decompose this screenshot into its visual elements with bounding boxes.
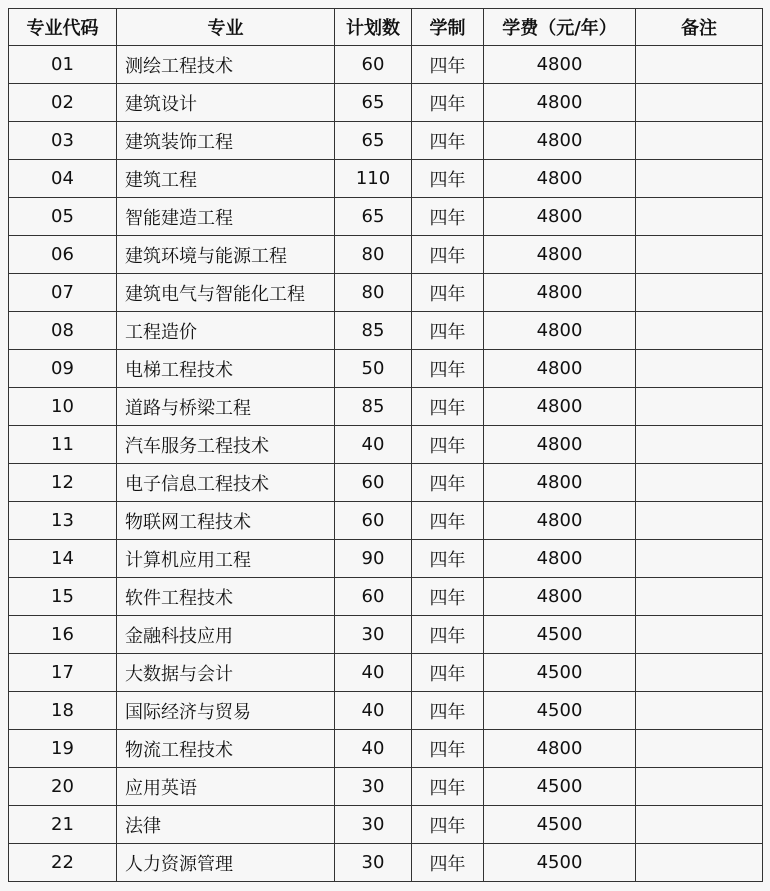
cell-note [636, 312, 763, 350]
cell-fee: 4500 [484, 692, 636, 730]
cell-plan: 30 [335, 806, 412, 844]
cell-major: 国际经济与贸易 [117, 692, 335, 730]
header-fee: 学费（元/年） [484, 9, 636, 46]
cell-note [636, 388, 763, 426]
cell-major: 应用英语 [117, 768, 335, 806]
header-code: 专业代码 [9, 9, 117, 46]
table-body [9, 46, 763, 882]
table-header-row [9, 9, 763, 46]
cell-code: 01 [9, 46, 117, 84]
cell-plan: 30 [335, 768, 412, 806]
cell-code: 13 [9, 502, 117, 540]
cell-years: 四年 [412, 388, 484, 426]
enrollment-plan-table-container [8, 8, 763, 882]
cell-major: 建筑电气与智能化工程 [117, 274, 335, 312]
cell-plan: 50 [335, 350, 412, 388]
table-row [9, 350, 763, 388]
cell-fee: 4800 [484, 464, 636, 502]
cell-code: 21 [9, 806, 117, 844]
cell-note [636, 806, 763, 844]
cell-note [636, 160, 763, 198]
cell-major: 建筑装饰工程 [117, 122, 335, 160]
cell-plan: 85 [335, 388, 412, 426]
cell-years: 四年 [412, 274, 484, 312]
cell-plan: 65 [335, 122, 412, 160]
cell-major: 汽车服务工程技术 [117, 426, 335, 464]
cell-years: 四年 [412, 426, 484, 464]
table-row [9, 122, 763, 160]
cell-fee: 4500 [484, 844, 636, 882]
cell-fee: 4800 [484, 84, 636, 122]
cell-years: 四年 [412, 160, 484, 198]
cell-fee: 4800 [484, 540, 636, 578]
table-row [9, 236, 763, 274]
cell-plan: 80 [335, 236, 412, 274]
cell-years: 四年 [412, 350, 484, 388]
cell-fee: 4500 [484, 616, 636, 654]
cell-note [636, 654, 763, 692]
cell-fee: 4800 [484, 350, 636, 388]
table-row [9, 692, 763, 730]
cell-years: 四年 [412, 692, 484, 730]
cell-plan: 85 [335, 312, 412, 350]
cell-code: 03 [9, 122, 117, 160]
cell-plan: 40 [335, 730, 412, 768]
cell-major: 建筑设计 [117, 84, 335, 122]
cell-years: 四年 [412, 502, 484, 540]
table-row [9, 426, 763, 464]
header-major: 专业 [117, 9, 335, 46]
cell-plan: 40 [335, 692, 412, 730]
cell-fee: 4500 [484, 654, 636, 692]
table-row [9, 806, 763, 844]
table-row [9, 616, 763, 654]
table-row [9, 198, 763, 236]
cell-fee: 4800 [484, 46, 636, 84]
cell-major: 金融科技应用 [117, 616, 335, 654]
cell-fee: 4800 [484, 578, 636, 616]
cell-fee: 4800 [484, 502, 636, 540]
cell-code: 05 [9, 198, 117, 236]
table-row [9, 502, 763, 540]
cell-years: 四年 [412, 578, 484, 616]
cell-plan: 90 [335, 540, 412, 578]
cell-major: 大数据与会计 [117, 654, 335, 692]
cell-plan: 110 [335, 160, 412, 198]
cell-code: 10 [9, 388, 117, 426]
cell-code: 11 [9, 426, 117, 464]
cell-major: 电子信息工程技术 [117, 464, 335, 502]
cell-code: 02 [9, 84, 117, 122]
cell-years: 四年 [412, 464, 484, 502]
cell-years: 四年 [412, 806, 484, 844]
cell-years: 四年 [412, 616, 484, 654]
header-years: 学制 [412, 9, 484, 46]
cell-fee: 4800 [484, 426, 636, 464]
table-row [9, 46, 763, 84]
cell-major: 软件工程技术 [117, 578, 335, 616]
cell-code: 20 [9, 768, 117, 806]
cell-fee: 4800 [484, 122, 636, 160]
cell-note [636, 692, 763, 730]
cell-major: 物联网工程技术 [117, 502, 335, 540]
cell-years: 四年 [412, 730, 484, 768]
cell-years: 四年 [412, 312, 484, 350]
table-row [9, 464, 763, 502]
cell-note [636, 540, 763, 578]
table-row [9, 768, 763, 806]
cell-plan: 60 [335, 578, 412, 616]
cell-fee: 4800 [484, 198, 636, 236]
header-plan: 计划数 [335, 9, 412, 46]
cell-code: 08 [9, 312, 117, 350]
cell-years: 四年 [412, 236, 484, 274]
cell-plan: 60 [335, 464, 412, 502]
cell-major: 建筑环境与能源工程 [117, 236, 335, 274]
cell-note [636, 730, 763, 768]
cell-code: 07 [9, 274, 117, 312]
cell-fee: 4800 [484, 274, 636, 312]
cell-code: 04 [9, 160, 117, 198]
cell-plan: 60 [335, 502, 412, 540]
cell-note [636, 350, 763, 388]
cell-major: 人力资源管理 [117, 844, 335, 882]
cell-note [636, 426, 763, 464]
cell-note [636, 768, 763, 806]
cell-plan: 40 [335, 426, 412, 464]
cell-code: 15 [9, 578, 117, 616]
cell-plan: 65 [335, 84, 412, 122]
cell-fee: 4800 [484, 730, 636, 768]
cell-fee: 4800 [484, 388, 636, 426]
cell-note [636, 502, 763, 540]
cell-plan: 80 [335, 274, 412, 312]
cell-major: 电梯工程技术 [117, 350, 335, 388]
table-row [9, 274, 763, 312]
cell-note [636, 464, 763, 502]
table-row [9, 312, 763, 350]
cell-years: 四年 [412, 844, 484, 882]
cell-code: 09 [9, 350, 117, 388]
cell-note [636, 236, 763, 274]
cell-note [636, 844, 763, 882]
cell-code: 18 [9, 692, 117, 730]
cell-code: 12 [9, 464, 117, 502]
header-note: 备注 [636, 9, 763, 46]
cell-major: 建筑工程 [117, 160, 335, 198]
cell-note [636, 46, 763, 84]
cell-code: 22 [9, 844, 117, 882]
table-row [9, 540, 763, 578]
cell-major: 道路与桥梁工程 [117, 388, 335, 426]
cell-major: 智能建造工程 [117, 198, 335, 236]
cell-major: 计算机应用工程 [117, 540, 335, 578]
cell-major: 测绘工程技术 [117, 46, 335, 84]
cell-years: 四年 [412, 198, 484, 236]
table-row [9, 84, 763, 122]
cell-years: 四年 [412, 84, 484, 122]
cell-fee: 4800 [484, 160, 636, 198]
cell-plan: 40 [335, 654, 412, 692]
cell-fee: 4500 [484, 806, 636, 844]
cell-plan: 60 [335, 46, 412, 84]
cell-plan: 30 [335, 616, 412, 654]
cell-code: 16 [9, 616, 117, 654]
table-row [9, 578, 763, 616]
cell-note [636, 274, 763, 312]
table-row [9, 730, 763, 768]
cell-note [636, 616, 763, 654]
cell-code: 17 [9, 654, 117, 692]
cell-plan: 65 [335, 198, 412, 236]
cell-note [636, 122, 763, 160]
cell-code: 06 [9, 236, 117, 274]
table-row [9, 388, 763, 426]
cell-fee: 4800 [484, 236, 636, 274]
cell-years: 四年 [412, 768, 484, 806]
cell-fee: 4800 [484, 312, 636, 350]
cell-major: 工程造价 [117, 312, 335, 350]
cell-plan: 30 [335, 844, 412, 882]
cell-major: 法律 [117, 806, 335, 844]
table-row [9, 844, 763, 882]
cell-note [636, 578, 763, 616]
cell-code: 19 [9, 730, 117, 768]
table-row [9, 654, 763, 692]
cell-years: 四年 [412, 46, 484, 84]
enrollment-plan-table [8, 8, 763, 882]
cell-major: 物流工程技术 [117, 730, 335, 768]
cell-years: 四年 [412, 654, 484, 692]
cell-fee: 4500 [484, 768, 636, 806]
cell-years: 四年 [412, 540, 484, 578]
cell-code: 14 [9, 540, 117, 578]
cell-note [636, 198, 763, 236]
table-row [9, 160, 763, 198]
cell-note [636, 84, 763, 122]
cell-years: 四年 [412, 122, 484, 160]
